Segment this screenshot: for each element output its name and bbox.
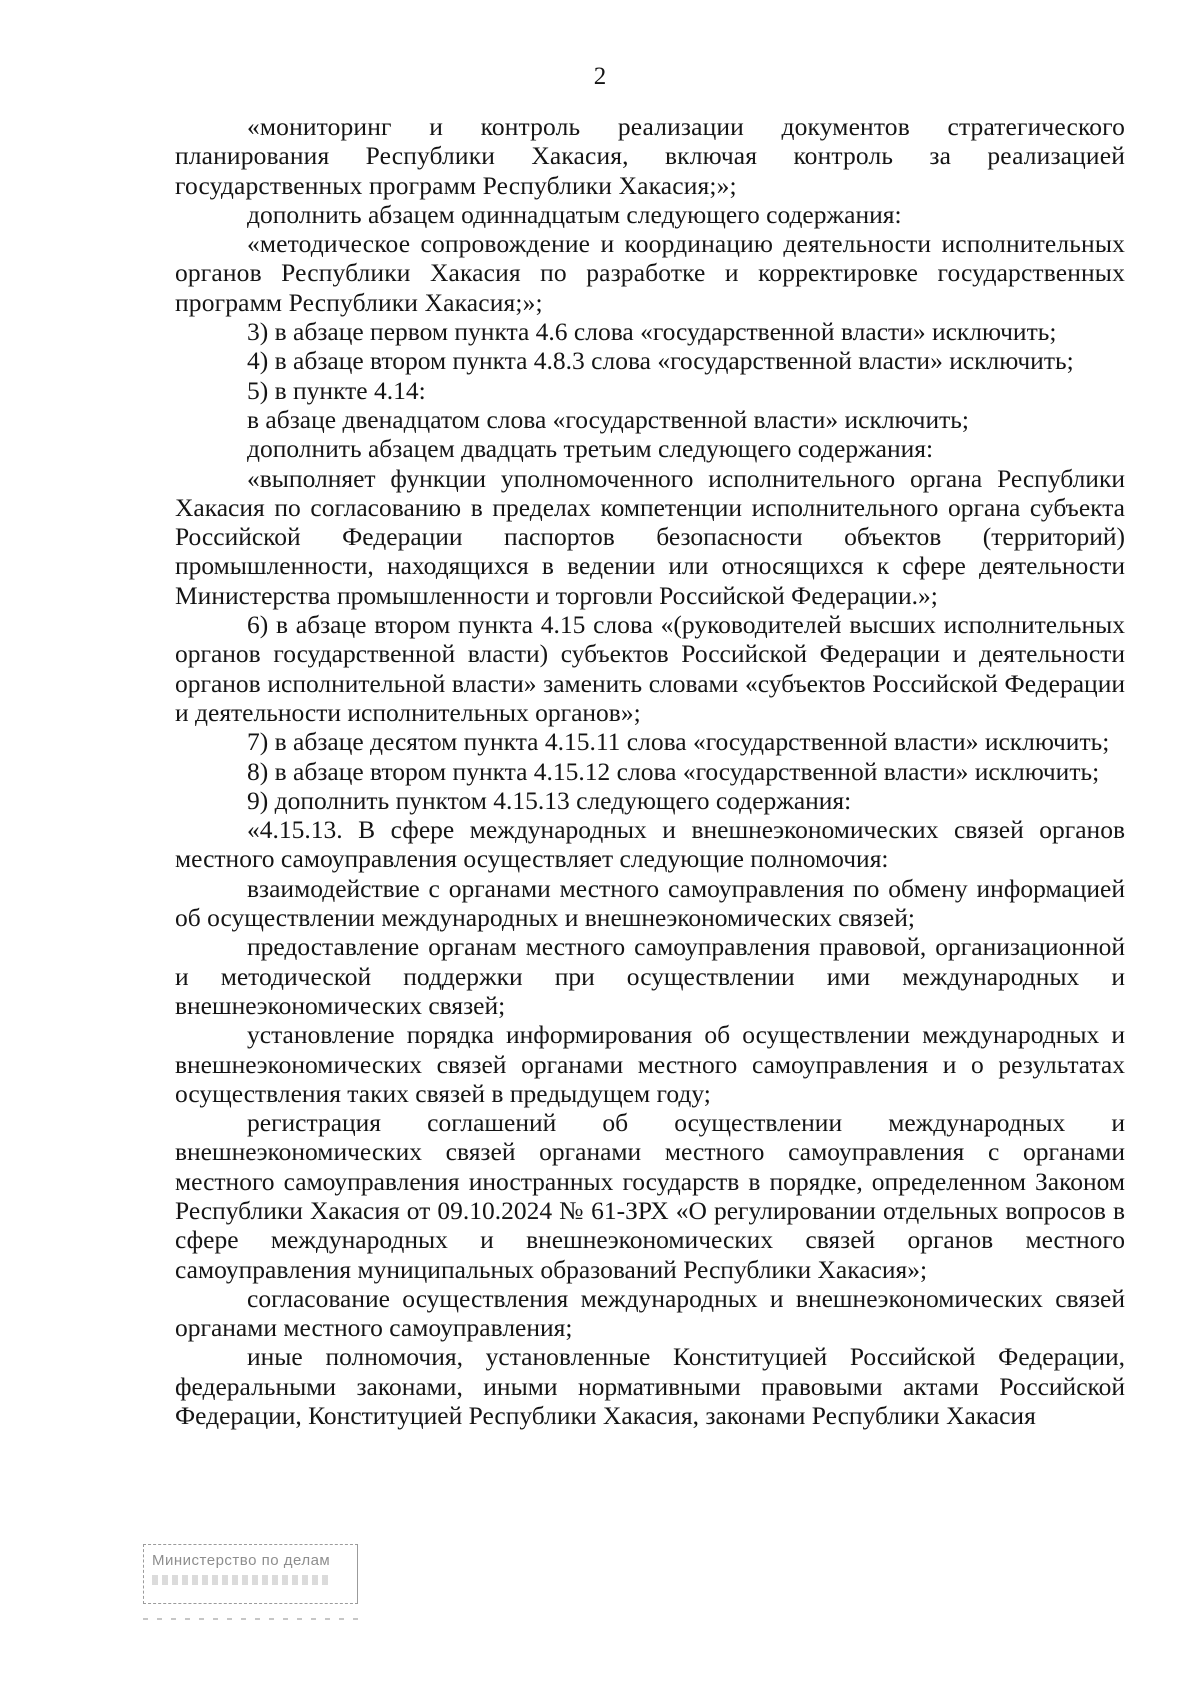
paragraph: иные полномочия, установленные Конституцией Российской Федерации, федеральными законами, иными нормативными правовыми актами Российской Федерации, Конституцией Республики Хакасия, законами Республики Хакасия — [175, 1342, 1125, 1431]
paragraph: 4) в абзаце втором пункта 4.8.3 слова «государственной власти» исключить; — [247, 346, 1074, 376]
paragraph: предоставление органам местного самоуправления правовой, организационной и методической поддержки при осуществлении ими международных и внешнеэкономических связей; — [175, 932, 1125, 1020]
stamp-text: Министерство по делам — [152, 1552, 331, 1569]
paragraph: 7) в абзаце десятом пункта 4.15.11 слова «государственной власти» исключить; — [247, 727, 1110, 757]
paragraph: 9) дополнить пунктом 4.15.13 следующего содержания: — [247, 785, 852, 815]
paragraph: «выполняет функции уполномоченного исполнительного органа Республики Хакасия по согласованию в пределах компетенции исполнительного органа субъекта Российской Федерации паспортов безопасности объектов (территорий) промышленности, находящихся в ведении или относящихся к сфере деятельности Министерства промышленности и торговли Российской Федерации.»; — [175, 463, 1125, 610]
paragraph: «мониторинг и контроль реализации документов стратегического планирования Республики Хакасия, включая контроль за реализацией государственных программ Республики Хакасия;»; — [175, 112, 1125, 200]
paragraph: 6) в абзаце втором пункта 4.15 слова «(руководителей высших исполнительных органов государственной власти) субъектов Российской Федерации и деятельности органов исполнительной власти» заменить словами «субъектов Российской Федерации и деятельности исполнительных органов»; — [175, 610, 1125, 727]
paragraph: 8) в абзаце втором пункта 4.15.12 слова «государственной власти» исключить; — [247, 756, 1100, 786]
paragraph: взаимодействие с органами местного самоуправления по обмену информацией об осуществлении международных и внешнеэкономических связей; — [175, 873, 1125, 933]
paragraph: 5) в пункте 4.14: — [247, 375, 426, 405]
paragraph: регистрация соглашений об осуществлении международных и внешнеэкономических связей органами местного самоуправления с органами местного самоуправления иностранных государств в порядке, определенном Законом Республики Хакасия от 09.10.2024 № 61-ЗРХ «О регулировании отдельных вопросов в сфере международных и внешнеэкономических связей органов местного самоуправления муниципальных образований Республики Хакасия»; — [175, 1108, 1125, 1284]
stamp-illegible-text — [152, 1575, 332, 1585]
paragraph: дополнить абзацем двадцать третьим следующего содержания: — [247, 434, 934, 464]
scan-artifact-dots — [143, 1618, 358, 1620]
paragraph: установление порядка информирования об осуществлении международных и внешнеэкономических связей органами местного самоуправления и о результатах осуществления таких связей в предыдущем году; — [175, 1020, 1125, 1108]
paragraph: дополнить абзацем одиннадцатым следующего содержания: — [247, 199, 902, 229]
paragraph: 3) в абзаце первом пункта 4.6 слова «государственной власти» исключить; — [247, 317, 1057, 347]
paragraph: в абзаце двенадцатом слова «государственной власти» исключить; — [247, 404, 969, 434]
registration-stamp — [143, 1544, 358, 1604]
paragraph: «4.15.13. В сфере международных и внешнеэкономических связей органов местного самоуправления осуществляет следующие полномочия: — [175, 815, 1125, 874]
document-body — [175, 112, 1125, 1430]
page-number: 2 — [593, 63, 607, 90]
paragraph: «методическое сопровождение и координацию деятельности исполнительных органов Республики Хакасия по разработке и корректировке государственных программ Республики Хакасия;»; — [175, 229, 1125, 317]
paragraph: согласование осуществления международных и внешнеэкономических связей органами местного самоуправления; — [175, 1283, 1125, 1343]
